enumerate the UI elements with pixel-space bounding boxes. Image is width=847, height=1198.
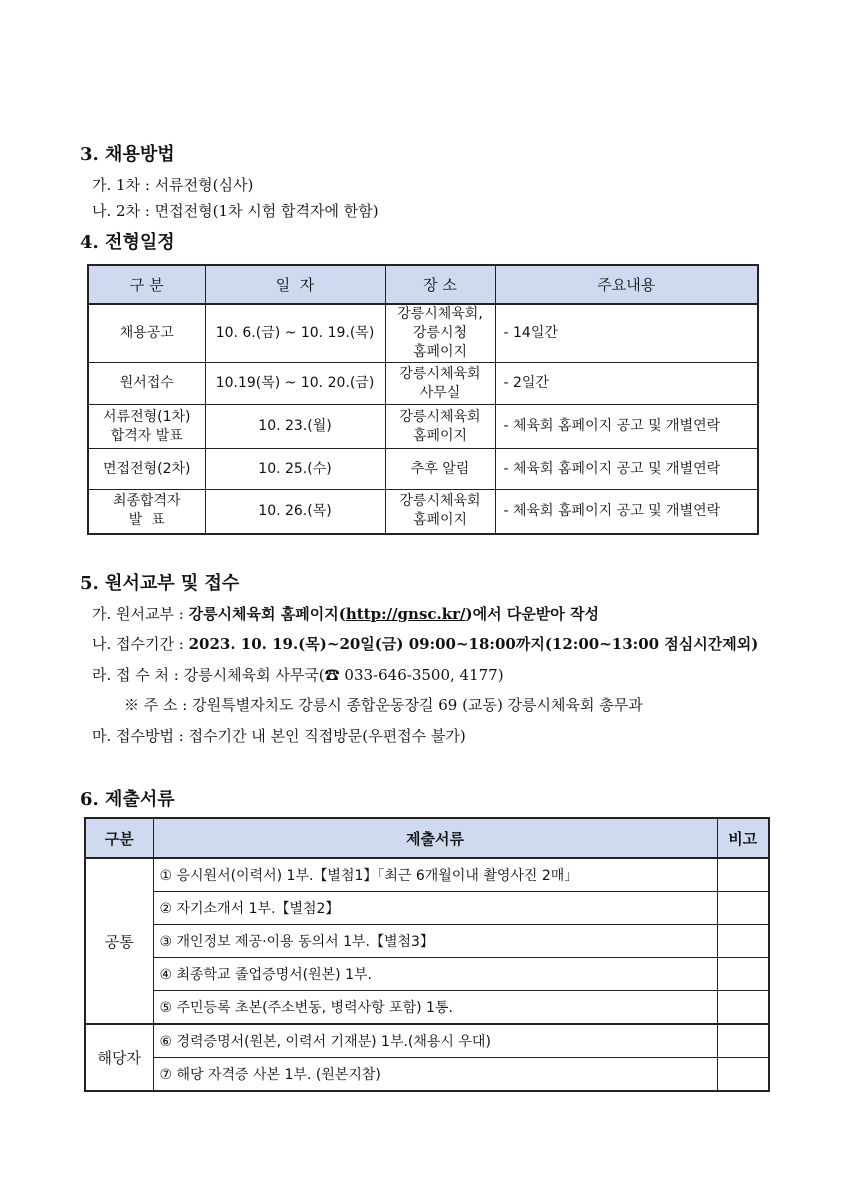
section4-title: 4. 전형일정: [80, 232, 175, 253]
address-line: ※ 주 소 : 강원특별자치도 강릉시 종합운동장길 69 (교동) 강릉시체육회 총무과: [124, 696, 643, 714]
schedule-category: 원서접수: [88, 363, 205, 405]
schedule-row: [88, 449, 758, 490]
schedule-table: [87, 264, 759, 535]
section3-item-1: 가. 1차 : 서류전형(심사): [92, 176, 254, 194]
schedule-date: 10. 25.(수): [205, 449, 385, 490]
document-note: [717, 858, 769, 892]
schedule-row: [88, 304, 758, 363]
document-row: [85, 991, 769, 1025]
schedule-header-date: 일 자: [205, 265, 385, 304]
schedule-place: 강릉시체육회 홈페이지: [385, 490, 495, 534]
schedule-category: 면접전형(2차): [88, 449, 205, 490]
document-note: [717, 991, 769, 1025]
document-row: [85, 892, 769, 925]
schedule-content: - 2일간: [495, 363, 758, 405]
schedule-place: 강릉시체육회 사무실: [385, 363, 495, 405]
schedule-content: - 14일간: [495, 304, 758, 363]
schedule-place: 강릉시체육회 홈페이지: [385, 405, 495, 449]
document-item: ⑦ 해당 자격증 사본 1부. (원본지참): [153, 1058, 717, 1092]
schedule-content: - 체육회 홈페이지 공고 및 개별연락: [495, 449, 758, 490]
document-row: [85, 1024, 769, 1058]
document-note: [717, 958, 769, 991]
schedule-content: - 체육회 홈페이지 공고 및 개별연락: [495, 405, 758, 449]
group-applicable: 해당자: [85, 1024, 153, 1091]
document-item: ⑥ 경력증명서(원본, 이력서 기재분) 1부.(채용시 우대): [153, 1024, 717, 1058]
group-common: 공통: [85, 858, 153, 1024]
schedule-row: [88, 490, 758, 534]
document-note: [717, 1058, 769, 1092]
document-note: [717, 892, 769, 925]
documents-table: [84, 817, 770, 1092]
schedule-date: 10.19(목) ~ 10. 20.(금): [205, 363, 385, 405]
schedule-content: - 체육회 홈페이지 공고 및 개별연락: [495, 490, 758, 534]
application-form-line: 가. 원서교부 : 강릉시체육회 홈페이지(http://gnsc.kr/)에서 다운받아 작성: [92, 605, 599, 623]
section3-item-2: 나. 2차 : 면접전형(1차 시험 합격자에 한함): [92, 202, 379, 220]
document-item: ⑤ 주민등록 초본(주소변동, 병력사항 포함) 1통.: [153, 991, 717, 1025]
documents-header-row: [85, 818, 769, 858]
schedule-date: 10. 26.(목): [205, 490, 385, 534]
document-note: [717, 1024, 769, 1058]
documents-header-note: 비고: [717, 818, 769, 858]
document-row: [85, 858, 769, 892]
document-row: [85, 958, 769, 991]
document-row: [85, 925, 769, 958]
document-row: [85, 1058, 769, 1092]
schedule-date: 10. 23.(월): [205, 405, 385, 449]
section3-title: 3. 채용방법: [80, 144, 175, 165]
documents-header-category: 구분: [85, 818, 153, 858]
schedule-header-row: [88, 265, 758, 304]
document-item: ② 자기소개서 1부.【별첨2】: [153, 892, 717, 925]
schedule-header-place: 장 소: [385, 265, 495, 304]
application-method-line: 마. 접수방법 : 접수기간 내 본인 직접방문(우편접수 불가): [92, 727, 466, 745]
schedule-category: 최종합격자 발 표: [88, 490, 205, 534]
application-office-line: 라. 접 수 처 : 강릉시체육회 사무국(☎ 033-646-3500, 4177): [92, 666, 504, 684]
schedule-row: [88, 405, 758, 449]
schedule-place: 추후 알림: [385, 449, 495, 490]
document-note: [717, 925, 769, 958]
schedule-row: [88, 363, 758, 405]
schedule-date: 10. 6.(금) ~ 10. 19.(목): [205, 304, 385, 363]
documents-header-docs: 제출서류: [153, 818, 717, 858]
schedule-category: 서류전형(1차) 합격자 발표: [88, 405, 205, 449]
schedule-place: 강릉시체육회, 강릉시청 홈페이지: [385, 304, 495, 363]
document-item: ③ 개인정보 제공·이용 동의서 1부.【별첨3】: [153, 925, 717, 958]
schedule-header-content: 주요내용: [495, 265, 758, 304]
document-item: ④ 최종학교 졸업증명서(원본) 1부.: [153, 958, 717, 991]
homepage-link[interactable]: http://gnsc.kr/: [345, 605, 466, 623]
section6-title: 6. 제출서류: [80, 789, 175, 810]
schedule-header-category: 구 분: [88, 265, 205, 304]
document-item: ① 응시원서(이력서) 1부.【별첨1】「최근 6개월이내 촬영사진 2매」: [153, 858, 717, 892]
schedule-category: 채용공고: [88, 304, 205, 363]
section5-title: 5. 원서교부 및 접수: [80, 573, 240, 594]
application-period-line: 나. 접수기간 : 2023. 10. 19.(목)~20일(금) 09:00~18:00까지(12:00~13:00 점심시간제외): [92, 635, 759, 653]
